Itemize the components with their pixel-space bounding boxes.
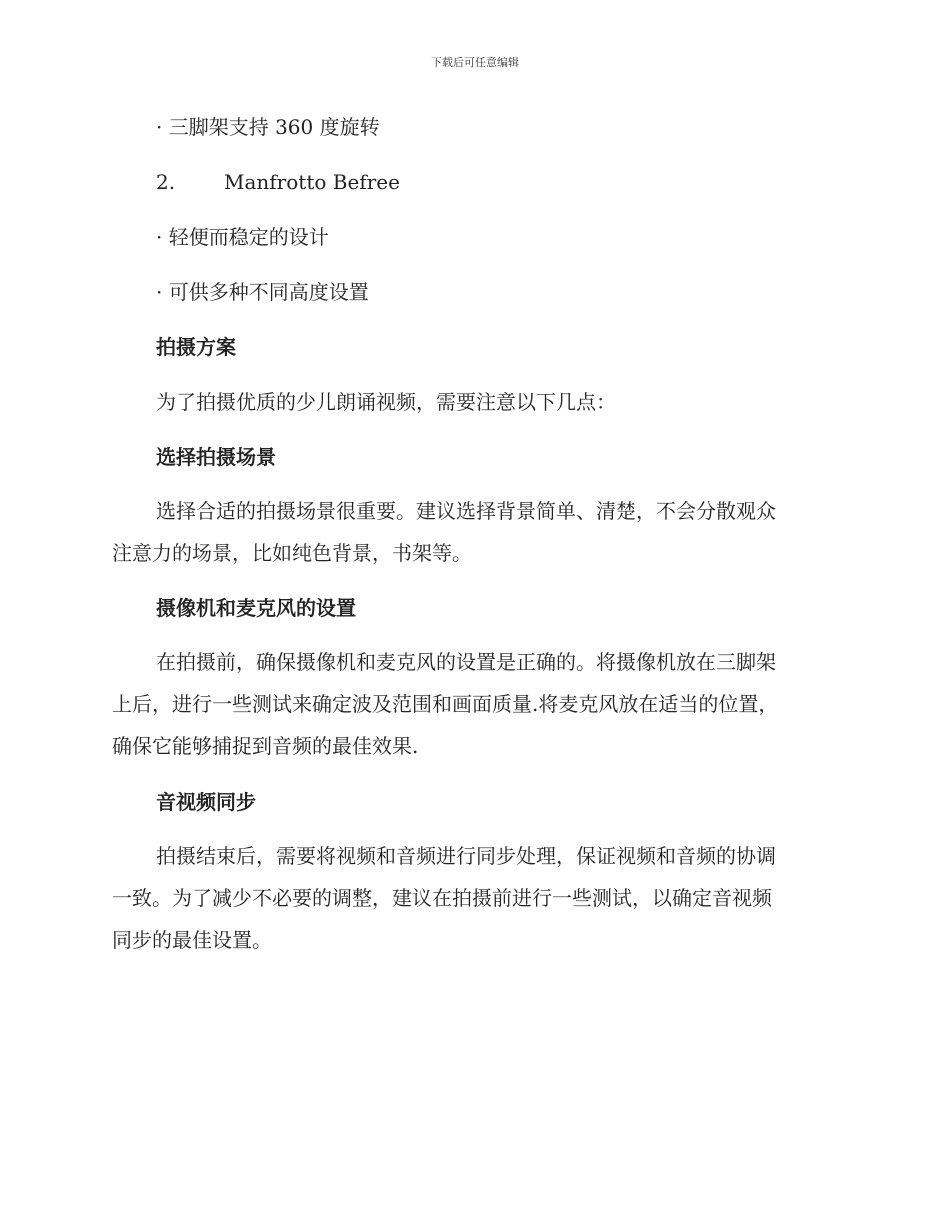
paragraph-line: 注意力的场景，比如纯色背景，书架等。 (112, 541, 472, 565)
heading-av-sync: 音视频同步 (156, 790, 256, 814)
heading-camera-mic: 摄像机和麦克风的设置 (156, 596, 356, 620)
bullet-design: · 轻便而稳定的设计 (156, 225, 329, 249)
paragraph-camera (112, 641, 832, 767)
paragraph-scene (112, 490, 832, 574)
paragraph-line: 同步的最佳设置。 (112, 928, 272, 952)
heading-choose-scene: 选择拍摄场景 (156, 445, 276, 469)
bullet-height: · 可供多种不同高度设置 (156, 280, 369, 304)
paragraph-line: 选择合适的拍摄场景很重要。建议选择背景简单、清楚，不会分散观众 (156, 499, 776, 523)
plan-intro-text: 为了拍摄优质的少儿朗诵视频，需要注意以下几点： (156, 390, 616, 414)
list-item-2 (156, 168, 400, 196)
list-item-text: Manfrotto Befree (224, 170, 400, 194)
list-item-number: 2. (156, 170, 176, 194)
paragraph-line: 确保它能够捕捉到音频的最佳效果. (112, 734, 419, 758)
bullet-rotation: · 三脚架支持 360 度旋转 (156, 115, 380, 139)
paragraph-line: 在拍摄前，确保摄像机和麦克风的设置是正确的。将摄像机放在三脚架 (156, 650, 776, 674)
heading-shooting-plan: 拍摄方案 (156, 335, 236, 359)
paragraph-line: 上后，进行一些测试来确定波及范围和画面质量.将麦克风放在适当的位置， (112, 692, 779, 716)
paragraph-sync (112, 835, 832, 961)
paragraph-line: 拍摄结束后，需要将视频和音频进行同步处理，保证视频和音频的协调 (156, 844, 776, 868)
page-header: 下载后可任意编辑 (431, 56, 519, 69)
paragraph-line: 一致。为了减少不必要的调整，建议在拍摄前进行一些测试，以确定音视频 (112, 886, 772, 910)
